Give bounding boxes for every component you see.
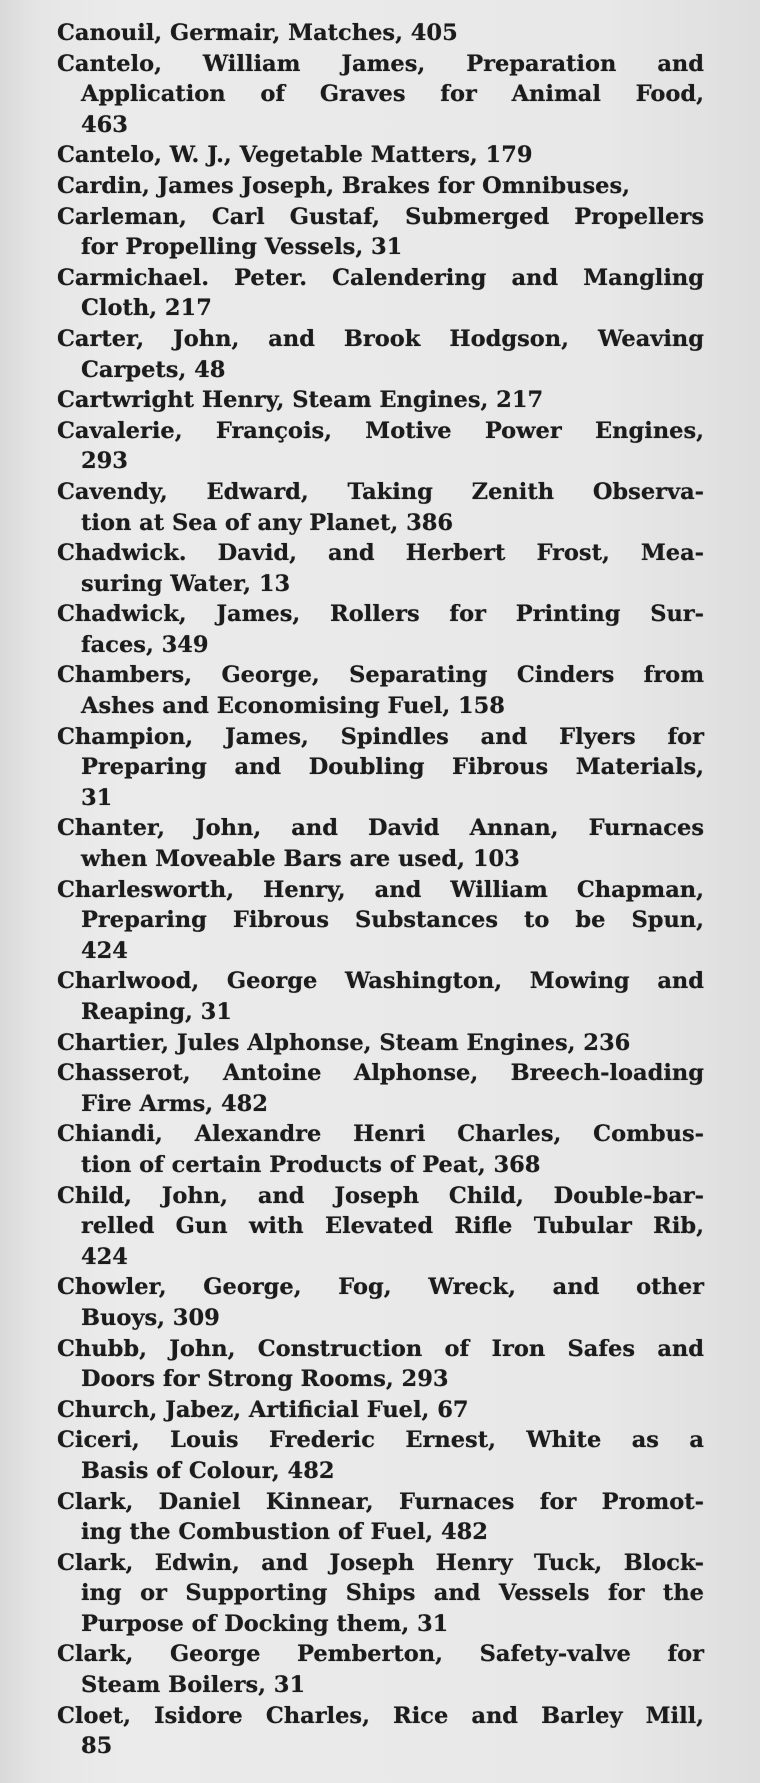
entry-continuation-line: Reaping, 31 (81, 999, 232, 1025)
entry-heading-line: Cartwright Henry, Steam Engines, 217 (57, 387, 544, 414)
entry-continuation-line: for Propelling Vessels, 31 (81, 234, 403, 261)
index-entry (57, 416, 704, 477)
entry-continuation-line: 293 (81, 448, 128, 475)
entry-continuation-line: relled Gun with Elevated Rifle Tubular Rib, (81, 1213, 704, 1240)
entry-heading-line: Canouil, Germair, Matches, 405 (57, 20, 458, 46)
index-entry (57, 966, 704, 1027)
index-entry (57, 1425, 704, 1486)
index-entry (57, 1487, 704, 1548)
entry-heading-line: Chambers, George, Separating Cinders from (57, 662, 704, 689)
index-entry (57, 1395, 704, 1426)
index-entry (57, 140, 704, 171)
entry-continuation-line: Doors for Strong Rooms, 293 (81, 1366, 449, 1393)
entry-continuation-line: tion of certain Products of Peat, 368 (81, 1151, 541, 1178)
entry-heading-line: Clark, Edwin, and Joseph Henry Tuck, Block- (57, 1549, 704, 1576)
index-entry (57, 1272, 704, 1333)
entry-continuation-line: Carpets, 48 (81, 356, 226, 383)
index-entry (57, 875, 704, 967)
entry-heading-line: Chubb, John, Construction of Iron Safes and (57, 1335, 704, 1362)
entry-heading-line: Clark, Daniel Kinnear, Furnaces for Promot- (57, 1488, 704, 1515)
entry-continuation-line: Basis of Colour, 482 (81, 1457, 335, 1484)
entry-heading-line: Champion, James, Spindles and Flyers for (57, 723, 704, 750)
index-entry (57, 813, 704, 874)
entry-heading-line: Cloet, Isidore Charles, Rice and Barley Mill, (57, 1702, 704, 1729)
entry-continuation-line: Buoys, 309 (81, 1304, 220, 1331)
entry-heading-line: Charlesworth, Henry, and William Chapman, (57, 876, 704, 903)
entry-continuation-line: faces, 349 (81, 631, 209, 658)
entry-continuation-line: ing or Supporting Ships and Vessels for the (81, 1580, 704, 1607)
index-entry (57, 1058, 704, 1119)
index-entry (57, 1028, 704, 1059)
entry-continuation-line: Ashes and Economising Fuel, 158 (81, 693, 505, 720)
entry-continuation-line: 85 (81, 1733, 113, 1760)
entry-continuation-line: Steam Boilers, 31 (81, 1672, 306, 1699)
entry-heading-line: Clark, George Pemberton, Safety-valve for (57, 1641, 704, 1668)
entry-heading-line: Cantelo, William James, Preparation and (57, 50, 704, 77)
entry-continuation-line: suring Water, 13 (81, 570, 291, 597)
entry-heading-line: Chartier, Jules Alphonse, Steam Engines, 236 (57, 1029, 631, 1056)
entry-continuation-line: Purpose of Docking them, 31 (81, 1610, 449, 1637)
index-entry (57, 49, 704, 141)
entry-continuation-line: Cloth, 217 (81, 295, 212, 322)
entry-heading-line: Chowler, George, Fog, Wreck, and other (57, 1274, 704, 1301)
index-entry (57, 660, 704, 721)
entry-heading-line: Chadwick. David, and Herbert Frost, Mea- (57, 540, 704, 567)
entry-continuation-line: 31 (81, 784, 113, 811)
index-entry (57, 722, 704, 814)
entry-heading-line: Chiandi, Alexandre Henri Charles, Combus- (57, 1121, 704, 1148)
entry-heading-line: Ciceri, Louis Frederic Ernest, White as a (57, 1427, 704, 1454)
entry-heading-line: Cardin, James Joseph, Brakes for Omnibuses, (57, 172, 631, 199)
entry-heading-line: Carter, John, and Brook Hodgson, Weaving (57, 325, 704, 352)
entry-continuation-line: Preparing Fibrous Substances to be Spun, (81, 907, 704, 934)
entry-heading-line: Carleman, Carl Gustaf, Submerged Propellers (57, 203, 704, 230)
entry-heading-line: Carmichael. Peter. Calendering and Mangling (57, 264, 704, 291)
entry-heading-line: Church, Jabez, Artificial Fuel, 67 (57, 1396, 469, 1423)
index-entry (57, 385, 704, 416)
index-entry (57, 202, 704, 263)
entry-continuation-line: 463 (81, 111, 128, 138)
index-entry (57, 1639, 704, 1700)
entry-continuation-line: when Moveable Bars are used, 103 (81, 846, 520, 873)
index-entry (57, 171, 704, 202)
entry-continuation-line: Fire Arms, 482 (81, 1090, 268, 1117)
index-entry (57, 1181, 704, 1273)
index-entry (57, 1334, 704, 1395)
entry-heading-line: Chasserot, Antoine Alphonse, Breech-loading (57, 1060, 704, 1087)
entry-heading-line: Chadwick, James, Rollers for Printing Sur- (57, 601, 704, 628)
index-entry (57, 18, 704, 49)
entry-continuation-line: 424 (81, 1243, 128, 1270)
entry-heading-line: Chanter, John, and David Annan, Furnaces (57, 815, 704, 842)
index-entry (57, 263, 704, 324)
entry-continuation-line: ing the Combustion of Fuel, 482 (81, 1519, 488, 1546)
entry-continuation-line: Preparing and Doubling Fibrous Materials, (81, 754, 704, 781)
entry-heading-line: Cantelo, W. J., Vegetable Matters, 179 (57, 142, 533, 169)
index-entry (57, 1548, 704, 1640)
entry-heading-line: Cavendy, Edward, Taking Zenith Observa- (57, 478, 704, 505)
index-entry (57, 1701, 704, 1762)
entry-heading-line: Cavalerie, François, Motive Power Engines, (57, 417, 704, 444)
index-entry (57, 599, 704, 660)
entry-continuation-line: 424 (81, 937, 128, 964)
entry-continuation-line: Application of Graves for Animal Food, (81, 81, 704, 108)
index-entry (57, 324, 704, 385)
index-page (57, 18, 704, 1762)
entry-heading-line: Charlwood, George Washington, Mowing and (57, 968, 704, 995)
entry-continuation-line: tion at Sea of any Planet, 386 (81, 509, 454, 536)
entry-heading-line: Child, John, and Joseph Child, Double-bar- (57, 1182, 704, 1209)
index-entry (57, 477, 704, 538)
index-entry (57, 538, 704, 599)
index-entry (57, 1119, 704, 1180)
